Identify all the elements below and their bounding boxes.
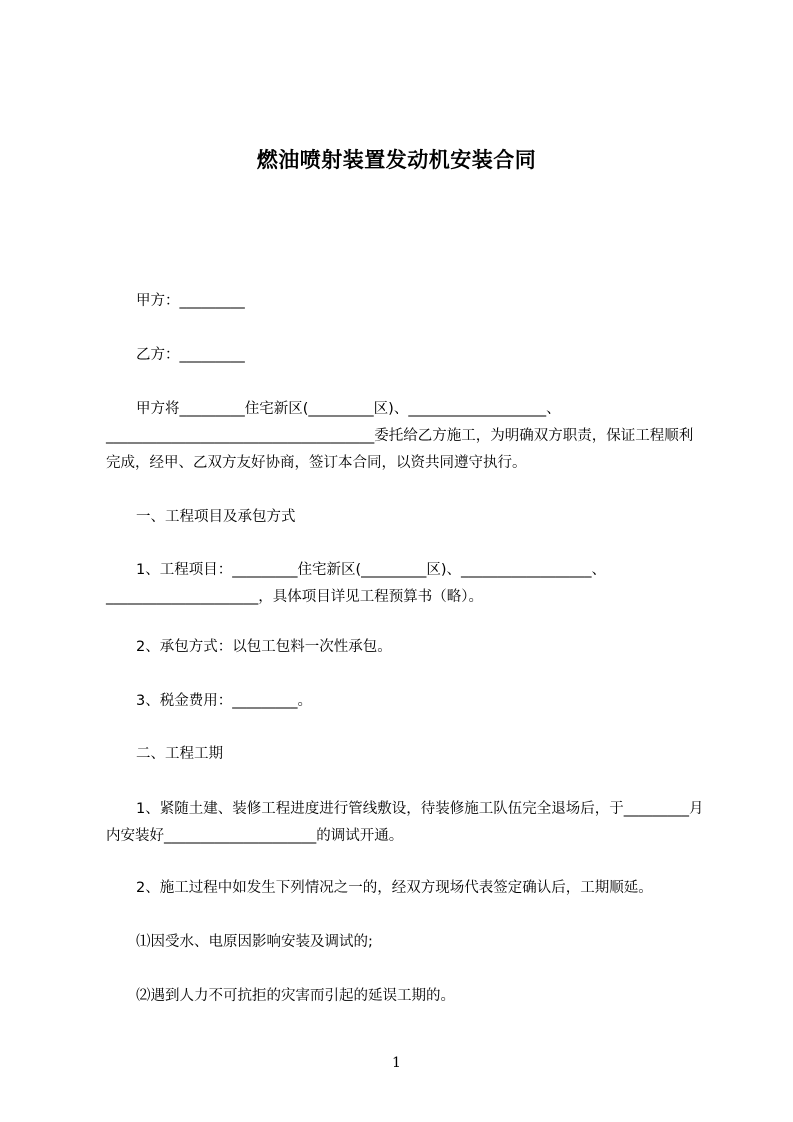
party-b-line: 乙方：_________ [136, 347, 245, 363]
clause-1-1: 1、工程项目：_________住宅新区(_________区)、__________________、_____________________，具体项目详见工程预算书（略）。 [106, 562, 607, 605]
section-heading-1: 一、工程项目及承包方式 [136, 509, 296, 525]
document-title: 燃油喷射装置发动机安装合同 [256, 148, 537, 172]
clause-2-2: 2、施工过程中如发生下列情况之一的，经双方现场代表签定确认后，工期顺延。 [136, 880, 653, 896]
party-a-line: 甲方：_________ [136, 293, 245, 309]
clause-1-3: 3、税金费用：_________。 [136, 693, 312, 709]
intro-paragraph: 甲方将_________住宅新区(_________区)、___________________、_____________________________________委托给乙方施工，为明确双方职责，保证工程顺利完成，经甲、乙双方友好协商，签订本合同，以资共同遵守执行。 [106, 401, 694, 471]
section-heading-2: 二、工程工期 [136, 746, 223, 762]
clause-2-1: 1、紧随土建、装修工程进度进行管线敷设，待装修施工队伍完全退场后，于_________月内安装好_____________________的调试开通。 [106, 801, 704, 844]
clause-2-2-b: ⑵遇到人力不可抗拒的灾害而引起的延误工期的。 [136, 988, 455, 1004]
page-number: 1 [392, 1055, 401, 1071]
clause-2-2-a: ⑴因受水、电原因影响安装及调试的; [136, 934, 373, 950]
clause-1-2: 2、承包方式：以包工包料一次性承包。 [136, 639, 392, 655]
